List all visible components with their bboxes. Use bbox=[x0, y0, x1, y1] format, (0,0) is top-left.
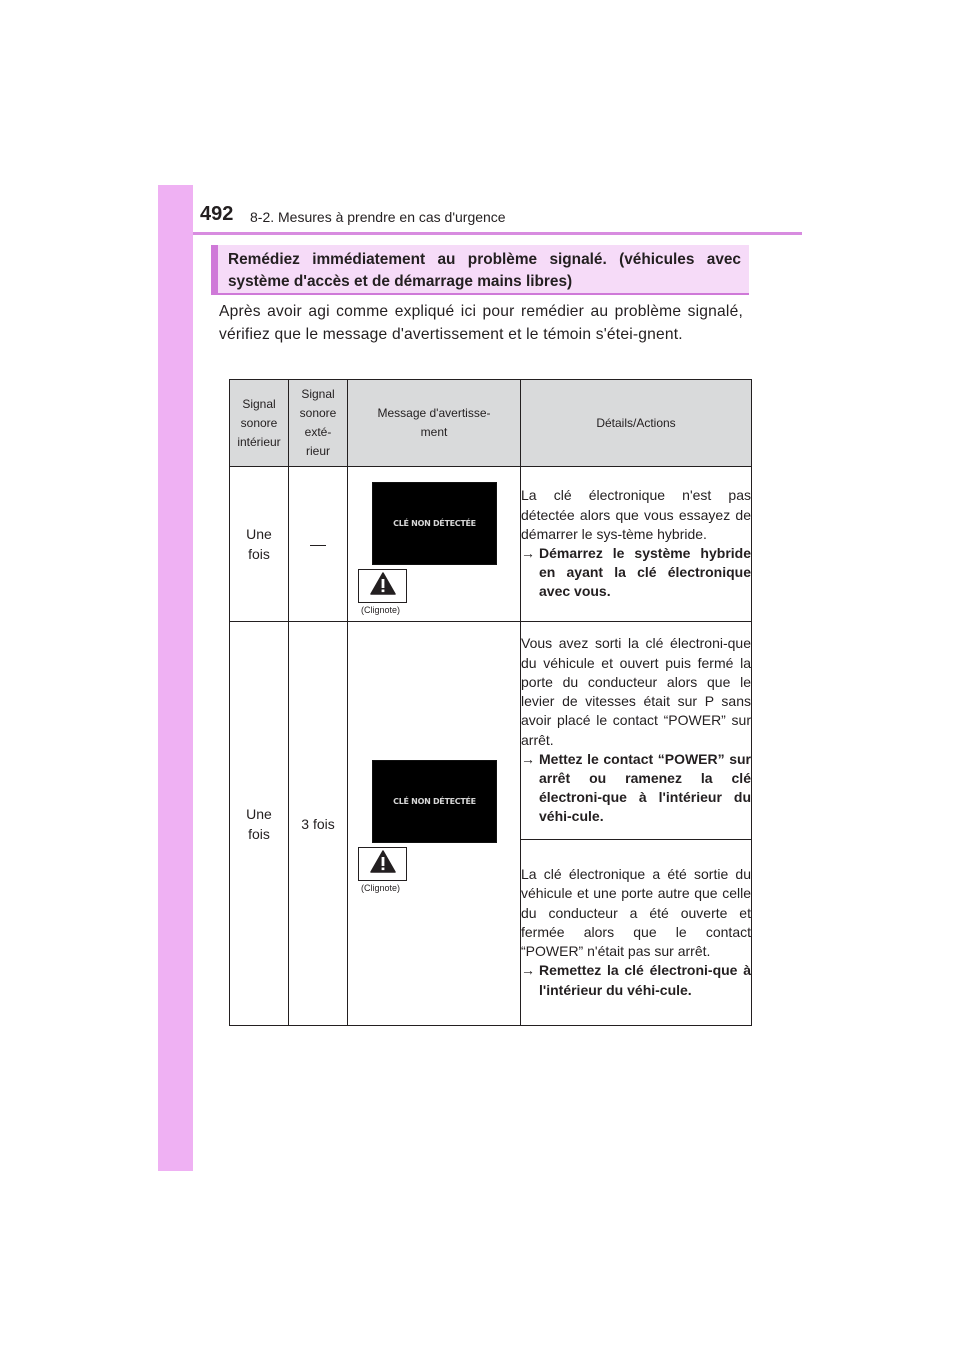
header-line: sonore bbox=[240, 415, 278, 430]
row1-warning-message bbox=[348, 467, 521, 622]
action-text: Mettez le contact “POWER” sur arrêt ou ramenez la clé électroni-que à l'intérieur du véhi-cule. bbox=[539, 750, 751, 825]
header-line: Message d'avertisse- bbox=[377, 406, 491, 420]
header-line: sonore bbox=[299, 406, 337, 420]
header-details: Détails/Actions bbox=[521, 380, 752, 467]
page-sidebar-tab bbox=[158, 185, 193, 1171]
cell-line: fois bbox=[248, 546, 270, 562]
row2-details-a bbox=[521, 622, 752, 840]
action-item bbox=[521, 750, 751, 827]
row1-interior-buzzer bbox=[230, 467, 289, 622]
section-title: 8-2. Mesures à prendre en cas d'urgence bbox=[250, 209, 506, 225]
arrow-icon: → bbox=[521, 545, 535, 561]
warning-triangle-icon bbox=[358, 569, 407, 603]
dash-none bbox=[310, 545, 326, 546]
table-header-row bbox=[230, 380, 752, 467]
flashing-label: (Clignote) bbox=[361, 883, 401, 893]
action-item bbox=[521, 961, 751, 999]
detail-text: La clé électronique a été sortie du véhicule et une porte autre que celle du conducteur a été ouverte et fermée alors que le contact “POWER” n'était pas sur arrêt. bbox=[521, 866, 751, 960]
action-text: Remettez la clé électroni-que à l'intérieur du véhi-cule. bbox=[539, 962, 751, 998]
row2-warning-message bbox=[348, 622, 521, 1026]
cell-line: fois bbox=[248, 825, 270, 842]
header-line: Signal bbox=[301, 387, 335, 401]
header-line: ment bbox=[420, 425, 448, 439]
warning-table bbox=[229, 379, 752, 1026]
header-exterior-buzzer bbox=[289, 380, 348, 467]
arrow-icon: → bbox=[521, 750, 535, 767]
header-warning-message bbox=[348, 380, 521, 467]
cell-line: Une bbox=[246, 526, 272, 542]
row2-details-b bbox=[521, 840, 752, 1026]
detail-text: La clé électronique n'est pas détectée alors que vous essayez de démarrer le sys-tème hybride. bbox=[521, 487, 751, 542]
header-interior-buzzer bbox=[230, 380, 289, 467]
row2-interior-buzzer bbox=[230, 622, 289, 1026]
header-line: intérieur bbox=[237, 434, 281, 449]
action-item bbox=[521, 544, 751, 602]
display-screen-image bbox=[372, 760, 497, 843]
table-row bbox=[230, 467, 752, 622]
header-line: rieur bbox=[305, 444, 330, 458]
action-text: Démarrez le système hybride en ayant la clé électronique avec vous. bbox=[539, 545, 751, 600]
row2-exterior-buzzer: 3 fois bbox=[289, 622, 348, 1026]
detail-text: Vous avez sorti la clé électroni-que du véhicule et ouvert puis fermé la porte du conducteur alors que le levier de vitesses était sur P sans avoir placé le contact “POWER” sur arrêt. bbox=[521, 635, 751, 748]
header-rule bbox=[193, 232, 802, 235]
row1-details bbox=[521, 467, 752, 622]
page-number: 492 bbox=[200, 203, 234, 225]
screen-text: CLÉ NON DÉTECTÉE bbox=[393, 797, 476, 806]
section-banner: Remédiez immédiatement au problème signalé. (véhicules avec système d'accès et de démarrage mains libres) bbox=[211, 245, 749, 295]
arrow-icon: → bbox=[521, 962, 535, 979]
intro-paragraph: Après avoir agi comme expliqué ici pour remédier au problème signalé, vérifiez que le message d'avertissement et le témoin s'étei-gnent. bbox=[219, 303, 743, 343]
header-line: exté- bbox=[304, 425, 332, 439]
table-row bbox=[230, 622, 752, 840]
row1-exterior-buzzer bbox=[289, 467, 348, 622]
screen-text: CLÉ NON DÉTECTÉE bbox=[393, 519, 476, 528]
flashing-label: (Clignote) bbox=[361, 605, 401, 615]
display-screen-image bbox=[372, 482, 497, 565]
warning-triangle-icon bbox=[358, 847, 407, 881]
header-line: Signal bbox=[242, 396, 276, 411]
cell-line: Une bbox=[246, 805, 272, 822]
